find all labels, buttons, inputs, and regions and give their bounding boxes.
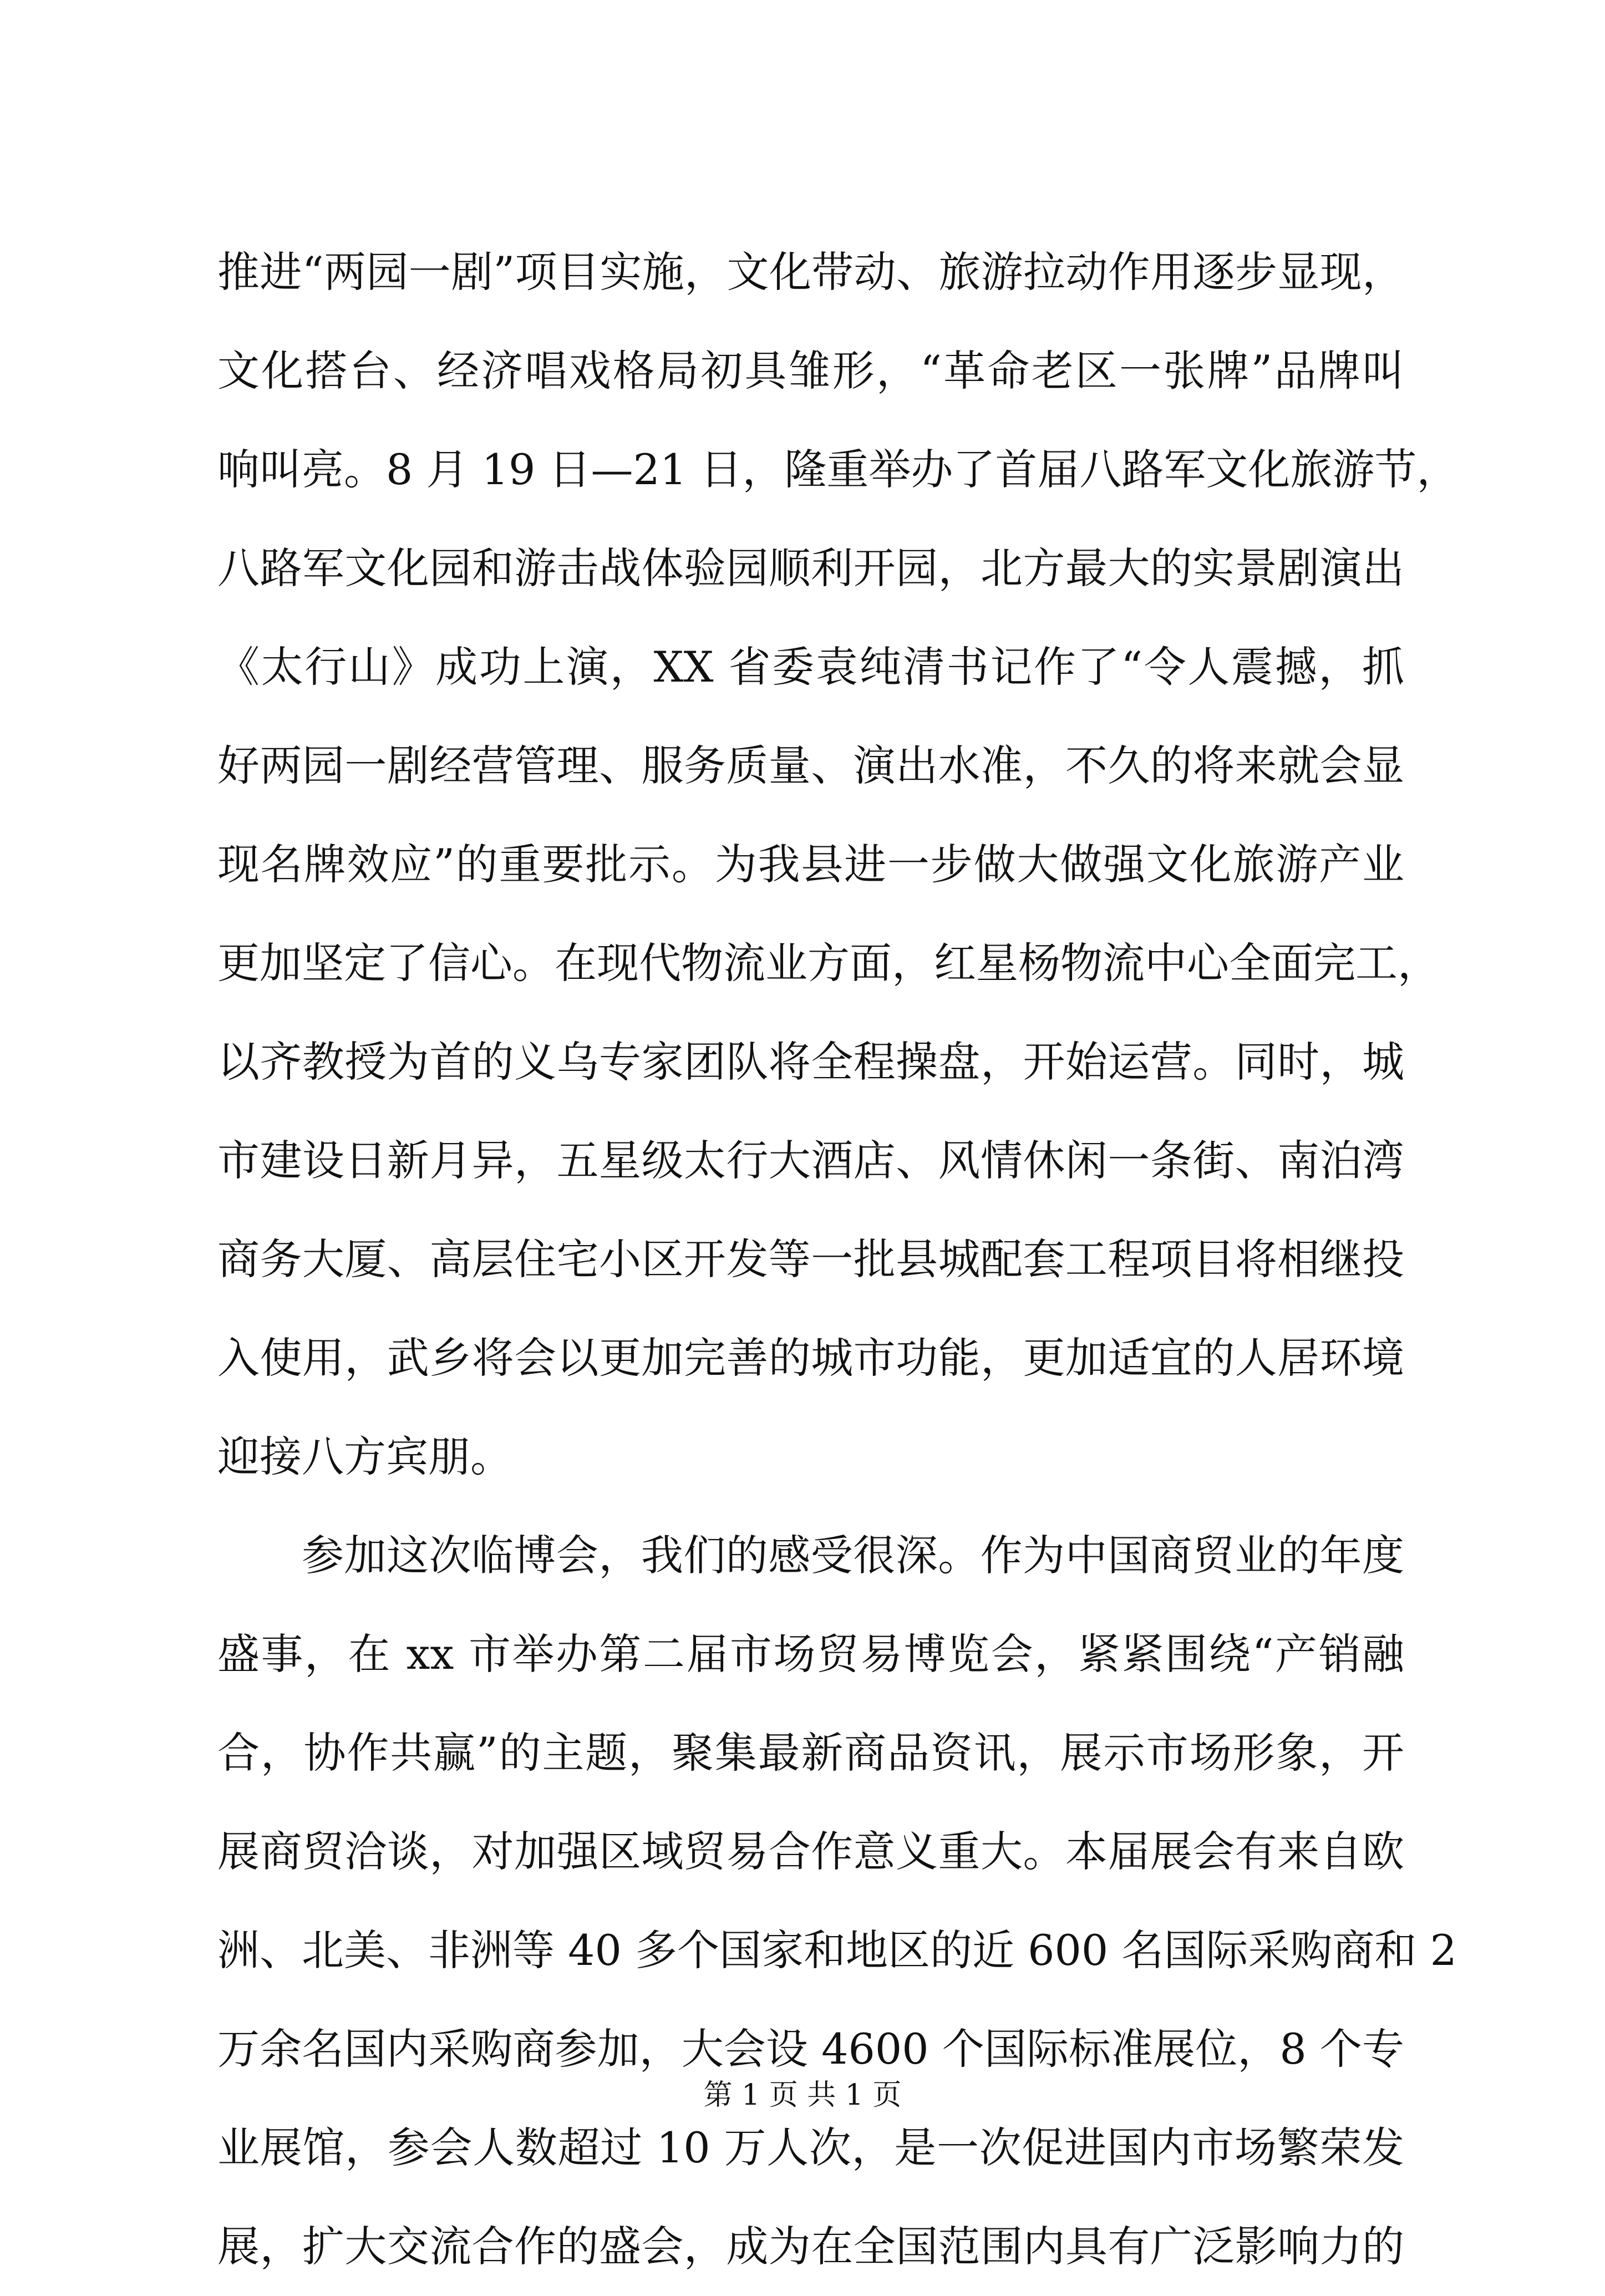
- text-line: 文化搭台、经济唱戏格局初具雏形，“革命老区一张牌”品牌叫: [217, 346, 1404, 395]
- text-line: 商务大厦、高层住宅小区开发等一批县城配套工程项目将相继投: [217, 1235, 1404, 1284]
- page-number-label: 第 1 页 共 1 页: [703, 2079, 902, 2112]
- text-line: 迎接八方宾朋。: [217, 1432, 512, 1481]
- text-line: 八路军文化园和游击战体验园顺利开园，北方最大的实景剧演出: [217, 543, 1404, 593]
- text-line: 万余名国内采购商参加，大会设 4600 个国际标准展位，8 个专: [217, 2024, 1404, 2074]
- text-line: 现名牌效应”的重要批示。为我县进一步做大做强文化旅游产业: [217, 840, 1404, 889]
- text-line: 响叫亮。8 月 19 日—21 日，隆重举办了首届八路军文化旅游节，: [217, 445, 1459, 494]
- text-line: 盛事，在 xx 市举办第二届市场贸易博览会，紧紧围绕“产销融: [217, 1629, 1404, 1679]
- text-line: 展，扩大交流合作的盛会，成为在全国范围内具有广泛影响力的: [217, 2222, 1404, 2271]
- text-line: 《太行山》成功上演，XX 省委袁纯清书记作了“令人震撼，抓: [217, 642, 1404, 692]
- text-line: 市建设日新月异，五星级太行大酒店、风情休闲一条街、南泊湾: [217, 1136, 1404, 1185]
- text-line: 好两园一剧经营管理、服务质量、演出水准，不久的将来就会显: [217, 741, 1404, 790]
- text-line: 展商贸洽谈，对加强区域贸易合作意义重大。本届展会有来自欧: [217, 1827, 1404, 1876]
- text-line: 推进“两园一剧”项目实施，文化带动、旅游拉动作用逐步显现，: [217, 247, 1404, 297]
- paragraph: [217, 1506, 1457, 2296]
- text-line: 入使用，武乡将会以更加完善的城市功能，更加适宜的人居环境: [217, 1333, 1404, 1383]
- text-line: 参加这次临博会，我们的感受很深。作为中国商贸业的年度: [302, 1531, 1404, 1580]
- text-line: 以齐教授为首的义乌专家团队将全程操盘，开始运营。同时，城: [217, 1037, 1404, 1086]
- text-line: 洲、北美、非洲等 40 多个国家和地区的近 600 名国际采购商和 2: [217, 1926, 1457, 1975]
- document-body: [217, 223, 1459, 2296]
- text-line: 合，协作共赢”的主题，聚集最新商品资讯，展示市场形象，开: [217, 1728, 1404, 1777]
- paragraph: [217, 223, 1459, 1506]
- text-line: 业展馆，参会人数超过 10 万人次，是一次促进国内市场繁荣发: [217, 2123, 1404, 2172]
- text-line: 更加坚定了信心。在现代物流业方面，红星杨物流中心全面完工，: [217, 938, 1440, 988]
- page-footer: [0, 2079, 1605, 2112]
